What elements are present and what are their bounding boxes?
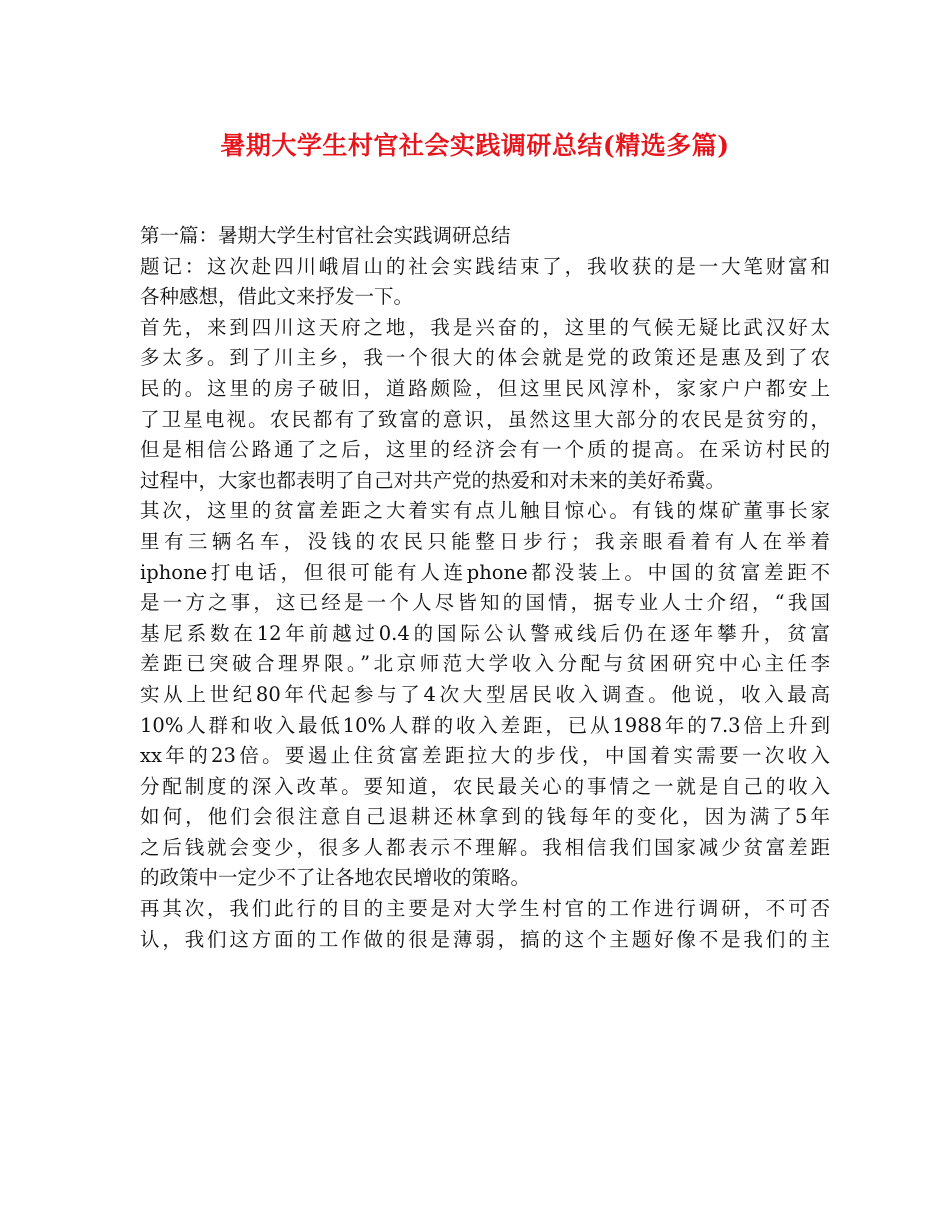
- text-line: 再其次，我们此行的目的主要是对大学生村官的工作进行调研，不可否: [140, 897, 830, 921]
- text-line: iphone打电话，但很可能有人连phone都没装上。中国的贫富差距不: [140, 560, 830, 584]
- text-line: 其次，这里的贫富差距之大着实有点儿触目惊心。有钱的煤矿董事长家: [140, 499, 830, 523]
- text-line: 是一方之事，这已经是一个人尽皆知的国情，据专业人士介绍，“我国: [140, 591, 830, 615]
- text-line: xx年的23倍。要遏止住贫富差距拉大的步伐，中国着实需要一次收入: [140, 744, 830, 768]
- text-line: 认，我们这方面的工作做的很是薄弱，搞的这个主题好像不是我们的主: [140, 927, 830, 951]
- document-body: [140, 221, 830, 955]
- text-line: 第一篇：暑期大学生村官社会实践调研总结: [140, 224, 511, 247]
- document-title: 暑期大学生村官社会实践调研总结(精选多篇): [220, 131, 730, 160]
- text-line: 了卫星电视。农民都有了致富的意识，虽然这里大部分的农民是贫穷的，: [140, 407, 830, 431]
- text-line: 的政策中一定少不了让各地农民增收的策略。: [140, 866, 531, 890]
- text-line: 分配制度的深入改革。要知道，农民最关心的事情之一就是自己的收入: [140, 774, 830, 798]
- text-line: 首先，来到四川这天府之地，我是兴奋的，这里的气候无疑比武汉好太: [140, 315, 830, 339]
- text-line: 过程中，大家也都表明了自己对共产党的热爱和对未来的美好希冀。: [140, 468, 726, 492]
- text-line: 基尼系数在12年前越过0.4的国际公认警戒线后仍在逐年攀升，贫富: [140, 621, 830, 645]
- text-line: 之后钱就会变少，很多人都表示不理解。我相信我们国家减少贫富差距: [140, 835, 830, 859]
- text-line: 差距已突破合理界限。”北京师范大学收入分配与贫困研究中心主任李: [140, 652, 830, 676]
- text-line: 10%人群和收入最低10%人群的收入差距，已从1988年的7.3倍上升到: [140, 713, 830, 737]
- text-line: 里有三辆名车，没钱的农民只能整日步行；我亲眼看着有人在举着: [140, 529, 830, 553]
- text-line: 题记：这次赴四川峨眉山的社会实践结束了，我收获的是一大笔财富和: [140, 254, 830, 278]
- text-line: 实从上世纪80年代起参与了4次大型居民收入调查。他说，收入最高: [140, 682, 830, 706]
- text-line: 民的。这里的房子破旧，道路颇险，但这里民风淳朴，家家户户都安上: [140, 376, 830, 400]
- text-line: 多太多。到了川主乡，我一个很大的体会就是党的政策还是惠及到了农: [140, 346, 830, 370]
- text-line: 各种感想，借此文来抒发一下。: [140, 285, 414, 309]
- text-line: 但是相信公路通了之后，这里的经济会有一个质的提高。在采访村民的: [140, 438, 830, 462]
- text-line: 如何，他们会很注意自己退耕还林拿到的钱每年的变化，因为满了5年: [140, 805, 830, 829]
